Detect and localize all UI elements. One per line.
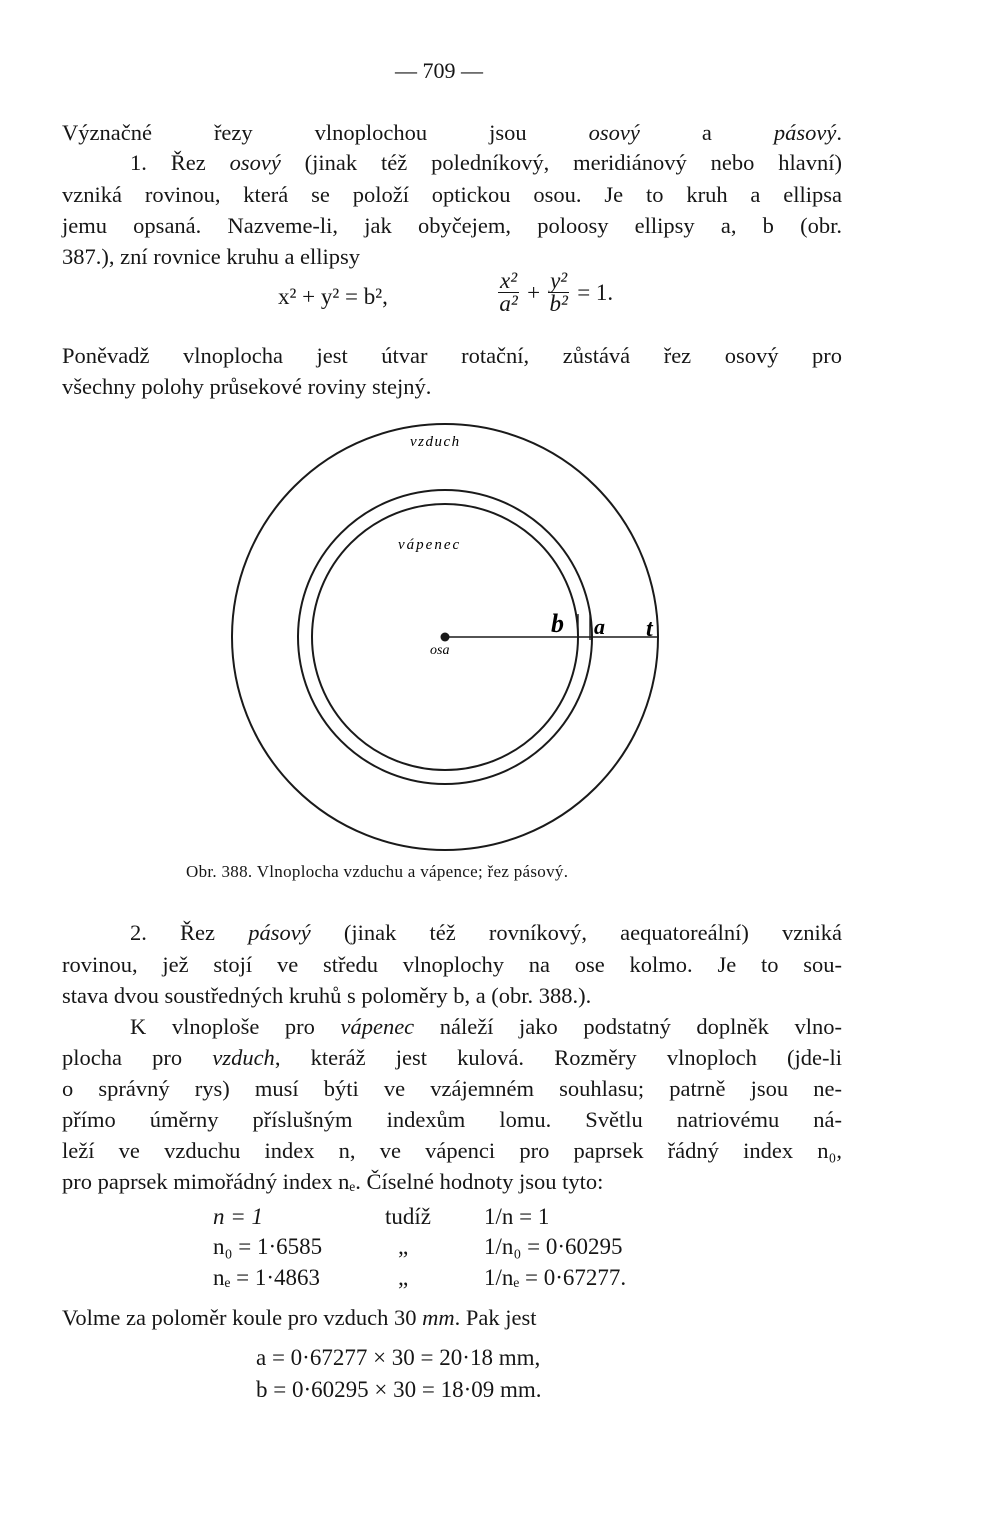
result-equation-b: b = 0·60295 × 30 = 18·09 mm. [256,1377,542,1402]
fraction: $\frac{\text{x²}}{\text{a²}}$ [499,268,518,316]
result-equation-a: a = 0·67277 × 30 = 20·18 mm, [256,1345,541,1370]
index-conj: tudíž [385,1204,431,1229]
circle-equation: x² + y² = b², [278,284,388,309]
text-line: K vlnoploše pro vápenec náleží jako podstatný doplněk vlno- [130,1014,842,1039]
index-lhs: n₀ = 1·6585 [213,1234,323,1259]
text-line: přímo úměrny příslušným indexům lomu. Světlu natriovému ná- [62,1107,842,1132]
index-rhs: 1/n₀ = 0·60295 [484,1234,623,1259]
index-conj: „ [398,1234,409,1259]
text-line: jemu opsaná. Nazveme-li, jak obyčejem, poloosy ellipsy a, b (obr. [62,213,842,238]
text-line: Poněvadž vlnoplocha jest útvar rotační, zůstává řez osový pro [62,343,842,368]
text-line: o správný rys) musí býti ve vzájemném souhlasu; patrně jsou ne- [62,1076,842,1101]
text-line: 1. Řez osový (jinak též poledníkový, meridiánový nebo hlavní) [130,150,842,175]
text-line: 387.), zní rovnice kruhu a ellipsy [62,244,361,269]
ellipse-equation: $\frac{\text{x²}}{\text{a²}}$ + $\frac{\text{y²}}{\text{b²}}$ = 1. [499,268,614,316]
index-rhs: 1/n = 1 [484,1204,550,1229]
center-dot [441,633,450,642]
figure-caption: Obr. 388. Vlnoplocha vzduchu a vápence; řez pásový. [186,862,569,881]
text-line: Volme za poloměr koule pro vzduch 30 mm. Pak jest [62,1305,537,1330]
text-line: plocha pro vzduch, kteráž jest kulová. Rozměry vlnoploch (jde-li [62,1045,842,1070]
page-number: — 709 — [395,58,483,83]
text-line: vzniká rovinou, která se položí optickou osou. Je to kruh a ellipsa [62,182,842,207]
label-axis: osa [430,643,450,658]
label-b: b [551,609,564,638]
index-conj: „ [398,1265,409,1290]
label-a: a [594,614,605,639]
label-limestone: vápenec [398,537,462,553]
text-line: 2. Řez pásový (jinak též rovníkový, aequatoreální) vzniká [130,920,842,945]
text-line: rovinou, jež stojí ve středu vlnoplochy na ose kolmo. Je to sou- [62,952,842,977]
fraction: $\frac{\text{y²}}{\text{b²}}$ [549,268,568,316]
text-line: leží ve vzduchu index n, ve vápenci pro paprsek řádný index n₀, [62,1138,842,1163]
text-line: všechny polohy průsekové roviny stejný. [62,374,432,399]
label-t: t [646,616,653,642]
text-line: stava dvou soustředných kruhů s poloměry b, a (obr. 388.). [62,983,592,1008]
label-air: vzduch [410,434,461,450]
index-lhs: nₑ = 1·4863 [213,1265,321,1290]
text-line: pro paprsek mimořádný index nₑ. Číselné hodnoty jsou tyto: [62,1169,604,1194]
index-rhs: 1/nₑ = 0·67277. [484,1265,627,1290]
index-lhs: n = 1 [213,1204,264,1229]
text-line: Význačné řezy vlnoplochou jsou osový a pásový. [62,120,842,145]
